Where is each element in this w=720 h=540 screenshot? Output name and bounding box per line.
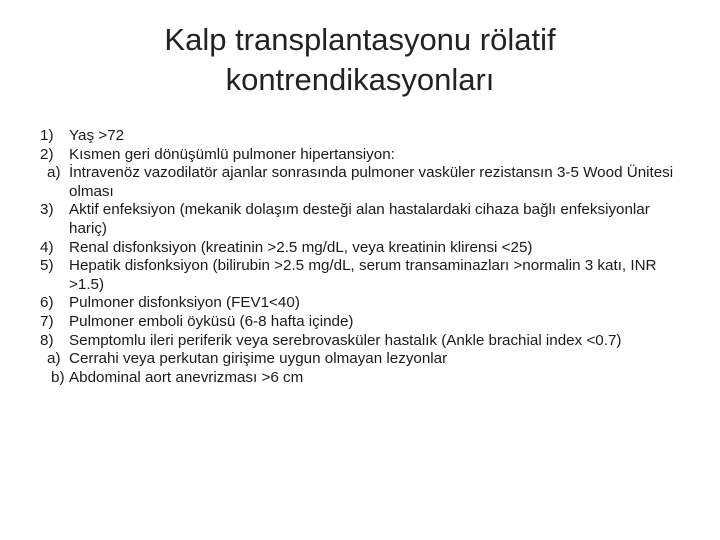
- list-subitem-letter: a): [47, 164, 61, 182]
- list-item-number: 5): [40, 257, 54, 275]
- list-subitem: [40, 369, 690, 388]
- list-item-text: Yaş >72: [69, 127, 125, 144]
- list-item: [40, 313, 690, 332]
- contraindication-list: [40, 127, 690, 387]
- list-subitem-letter: b): [51, 368, 65, 386]
- slide-title-line-2: kontrendikasyonları: [225, 61, 495, 97]
- list-subitem: [40, 164, 690, 201]
- list-subitem-letter: a): [47, 350, 61, 368]
- list-item-text: Pulmoner emboli öyküsü (6-8 hafta içinde): [69, 312, 354, 330]
- list-item-text: Renal disfonksiyon (kreatinin >2.5 mg/dL, veya kreatinin klirensi <25): [69, 238, 533, 256]
- list-item: [40, 332, 690, 351]
- list-item-number: 6): [40, 294, 54, 312]
- list-item-text: Hepatik disfonksiyon (bilirubin >2.5 mg/dL, serum transaminazları >normalin 3 katı, INR >1.5): [69, 257, 657, 293]
- list-item: [40, 201, 690, 238]
- list-item-number: 4): [40, 238, 54, 256]
- list-item: [40, 257, 690, 294]
- list-item: [40, 294, 690, 313]
- list-item-text: Aktif enfeksiyon (mekanik dolaşım desteği alan hastalardaki cihaza bağlı enfeksiyonlar hariç): [69, 201, 650, 237]
- list-item-text: Kısmen geri dönüşümlü pulmoner hipertansiyon:: [69, 145, 395, 163]
- list-subitem: [40, 350, 690, 369]
- list-item-number: 3): [40, 201, 54, 219]
- list-item-text: Semptomlu ileri periferik veya serebrovasküler hastalık (Ankle brachial index <0.7): [69, 331, 622, 349]
- list-item-number: 2): [40, 145, 54, 163]
- list-item: [40, 127, 690, 146]
- list-item-number: 8): [40, 331, 54, 349]
- list-item: [40, 146, 690, 165]
- list-subitem-text: İntravenöz vazodilatör ajanlar sonrasında pulmoner vasküler rezistansın 3-5 Wood Ünitesi olması: [69, 164, 674, 200]
- list-item-text: Pulmoner disfonksiyon (FEV1<40): [69, 294, 300, 312]
- list-subitem-text: Cerrahi veya perkutan girişime uygun olmayan lezyonlar: [69, 350, 448, 368]
- slide-title-line-1: Kalp transplantasyonu rölatif: [164, 22, 556, 57]
- list-item: [40, 239, 690, 258]
- slide-title: [60, 20, 660, 99]
- list-subitem-text: Abdominal aort anevrizması >6 cm: [69, 368, 304, 386]
- list-item-number: 1): [40, 127, 54, 144]
- list-item-number: 7): [40, 312, 54, 330]
